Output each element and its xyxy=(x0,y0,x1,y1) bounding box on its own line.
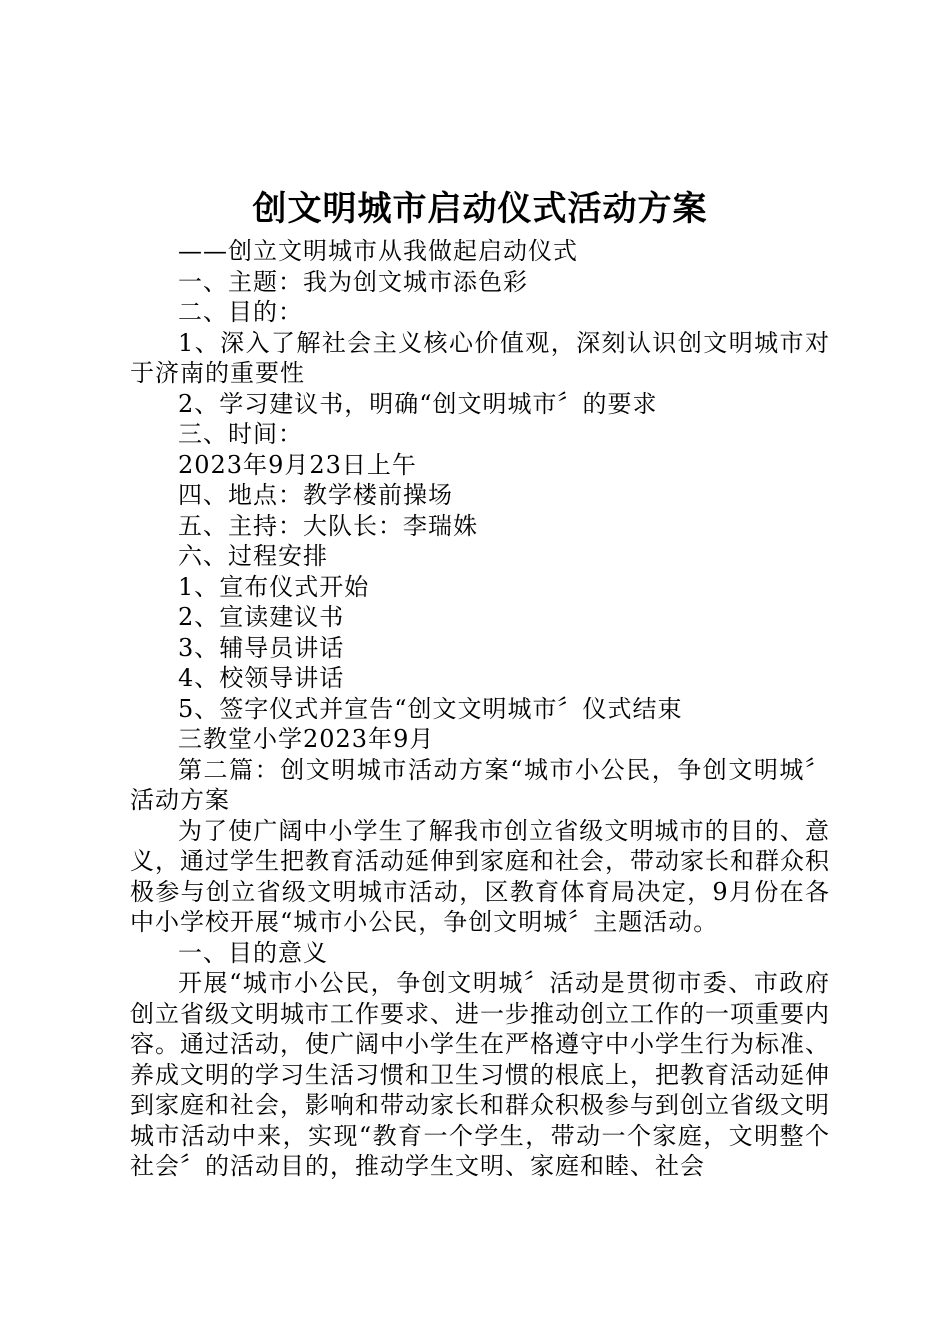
section-location: 四、地点：教学楼前操场 xyxy=(178,481,453,509)
significance-paragraph: 开展“城市小公民，争创文明城〞活动是贯彻市委、市政府创立省级文明城市工作要求、进一步推动创立工作的一项重要内容。通过活动，使广阔中小学生在严格遵守中小学生行为标准、养成文明的学习生活习惯和卫生习惯的根底上，把教育活动延伸到家庭和社会，影响和带动家长和群众积极参与到创立省级文明城市活动中来，实现“教育一个学生，带动一个家庭，文明整个社会〞的活动目的，推动学生文明、家庭和睦、社会 xyxy=(130,969,830,1180)
signature-line: 三教堂小学2023年9月 xyxy=(178,725,435,753)
section-theme: 一、主题：我为创文城市添色彩 xyxy=(178,267,528,296)
intro-paragraph: 为了使广阔中小学生了解我市创立省级文明城市的目的、意义，通过学生把教育活动延伸到家庭和社会，带动家长和群众积极参与创立省级文明城市活动，区教育体育局决定，9月份在各中小学校开展“城市小公民，争创文明城〞主题活动。 xyxy=(130,816,830,936)
process-item-1: 1、宣布仪式开始 xyxy=(178,572,370,601)
process-item-2: 2、宣读建议书 xyxy=(178,603,345,631)
document-page xyxy=(130,186,830,1182)
purpose-item-2: 2、学习建议书，明确“创文明城市〞的要求 xyxy=(178,389,658,418)
second-article-title: 第二篇：创文明城市活动方案“城市小公民，争创文明城〞活动方案 xyxy=(130,755,830,814)
subtitle-line: ——创立文明城市从我做起启动仪式 xyxy=(178,237,578,265)
time-value: 2023年9月23日上午 xyxy=(178,450,417,479)
purpose-item-1: 1、深入了解社会主义核心价值观，深刻认识创文明城市对于济南的重要性 xyxy=(130,328,830,387)
process-item-4: 4、校领导讲话 xyxy=(178,664,345,692)
section-significance-heading: 一、目的意义 xyxy=(178,938,328,967)
document-title: 创文明城市启动仪式活动方案 xyxy=(252,189,708,229)
process-item-3: 3、辅导员讲话 xyxy=(178,633,345,662)
section-host: 五、主持：大队长：李瑞姝 xyxy=(178,511,478,540)
section-purpose-heading: 二、目的： xyxy=(178,298,303,326)
process-item-5: 5、签字仪式并宣告“创文文明城市〞仪式结束 xyxy=(178,694,683,723)
section-process-heading: 六、过程安排 xyxy=(178,542,328,570)
section-time-heading: 三、时间： xyxy=(178,420,303,448)
